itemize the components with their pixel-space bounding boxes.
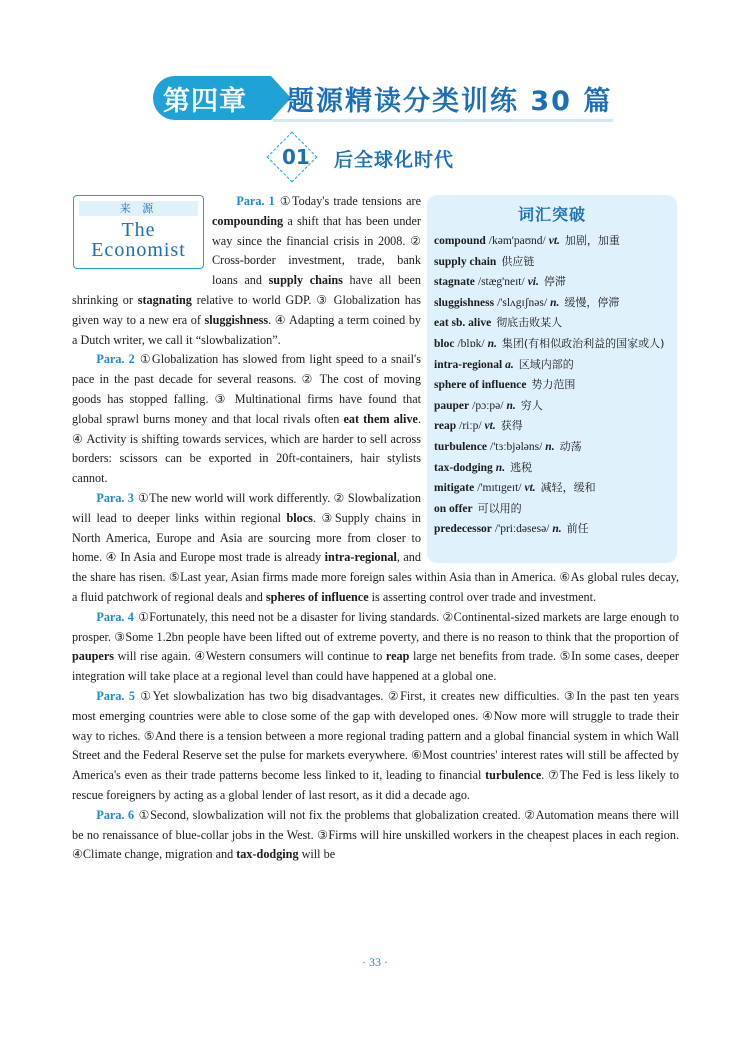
vocab-meaning: 区域内部的	[518, 357, 574, 371]
vocab-meaning: 停滞	[543, 275, 566, 289]
chapter-label: 第四章	[163, 86, 247, 117]
vocab-word: stagnate	[434, 276, 475, 289]
text-segment: . ④ Adapting a term coined by a Dutch writer, we call it “slowbalization”.	[72, 312, 422, 347]
vocab-word: bloc	[434, 337, 455, 350]
source-label: 来 源	[79, 201, 198, 216]
text-segment: ①Fortunately, this need not be a disaster for living standards. ②Continental-sized markets are large enough to prosper. ③Some 1.2bn people have been lifted out of extreme poverty, and there is no reason to think that the proportion of	[72, 609, 679, 644]
text-segment: , and the share has risen. ⑤Last year, Asian firms made more foreign sales within Asia than in America. ⑥As global rules decay, a fluid patchwork of regional deals and	[72, 550, 679, 604]
banner-underline	[273, 119, 613, 122]
text-segment: have all been shrinking or	[72, 273, 421, 307]
vocab-phonetic: /blɒk/	[457, 337, 485, 350]
vocab-meaning: 逃税	[510, 460, 533, 474]
vocab-pos: n.	[552, 523, 562, 536]
key-term: compounding	[212, 213, 284, 228]
vocab-word: eat sb. alive	[434, 317, 492, 330]
vocab-word: sluggishness	[434, 296, 495, 309]
vocab-word: reap	[434, 420, 457, 433]
paragraph-label: Para. 6	[96, 807, 135, 822]
vocab-word: intra-regional	[434, 358, 503, 371]
vocab-meaning: 减轻，缓和	[540, 481, 596, 495]
paragraph-label: Para. 2	[96, 352, 135, 367]
key-term: sluggishness	[204, 312, 269, 327]
text-segment: ①Yet slowbalization has two big disadvantages. ②First, it creates new difficulties. ③In the past ten years most emerging countries were able to close some of the gap with developed ones. ④Now more will struggle to trade their way to riches. ⑤And there is a tension between a more regional trading pattern and a global financial system in which Wall Street and the Federal Reserve set the pulse for markets everywhere. ⑥Most countries' interest rates will still be affected by America's even as their trade patterns become less linked to it, leading to financial	[72, 688, 679, 783]
vocab-float-spacer	[421, 192, 679, 568]
vocab-word: pauper	[434, 399, 470, 412]
key-term: eat them alive	[343, 411, 418, 426]
text-segment: ①Today's trade tensions are	[278, 194, 421, 208]
vocab-word: mitigate	[434, 482, 475, 495]
key-term: intra-regional	[324, 550, 397, 565]
text-segment: large net benefits from trade. ⑤In some cases, deeper integration will take place at a regional level than could have happened at a global one.	[72, 649, 679, 684]
vocab-meaning: 可以用的	[477, 501, 522, 515]
vocab-pos: vt.	[484, 420, 496, 433]
key-term: blocs	[286, 510, 313, 525]
text-segment: is asserting control over trade and investment.	[368, 589, 597, 604]
vocab-word: predecessor	[434, 523, 492, 536]
text-segment: ①Second, slowbalization will not fix the problems that globalization created. ②Automation means there will be no renaissance of blue-collar jobs in the West. ③Firms will hire unskilled workers in the cheapest places in each region. ④Climate change, migration and	[72, 807, 679, 862]
vocab-meaning: 前任	[566, 522, 589, 536]
source-float-spacer	[72, 192, 212, 272]
key-term: stagnating	[137, 292, 192, 307]
key-term: supply chains	[268, 273, 343, 288]
vocab-word: tax-dodging	[434, 461, 493, 474]
vocab-word: on offer	[434, 502, 473, 515]
key-term: reap	[385, 649, 410, 664]
vocab-meaning: 获得	[500, 419, 523, 433]
vocab-meaning: 集团(有相似政治利益的国家或人)	[501, 336, 665, 350]
chapter-title: 题源精读分类训练 30 篇	[287, 86, 613, 117]
paragraph-label: Para. 4	[96, 609, 134, 624]
vocab-pos: n.	[495, 461, 506, 474]
paragraph	[72, 687, 679, 806]
paragraph-label: Para. 1	[236, 194, 275, 208]
key-term: turbulence	[485, 768, 542, 783]
text-segment: . ④ Activity is shifting towards services, which are harder to sell across borders: scissors can be exported in 20ft-containers, hair stylists cannot.	[72, 411, 421, 486]
vocab-word: compound	[434, 235, 486, 247]
page-number: · 33 ·	[362, 955, 388, 969]
text-segment: relative to world GDP. ③ Globalization has given way to a new era of	[72, 292, 421, 327]
vocab-pos: n.	[487, 337, 497, 350]
text-segment: . ③Supply chains in North America, Europe and Asia are sourcing more from closer to home. ④ In Asia and Europe most trade is already	[72, 510, 421, 565]
vocab-phonetic: /'priːdəsesə/	[494, 523, 550, 536]
vocab-pos: vt.	[524, 482, 536, 495]
article-text	[72, 192, 679, 865]
paragraph-label: Para. 3	[96, 490, 134, 505]
vocab-pos: n.	[550, 296, 560, 309]
section-number: 01	[282, 145, 310, 169]
vocab-phonetic: /kəm'paʊnd/	[488, 235, 546, 247]
vocabulary-title: 词汇突破	[517, 205, 586, 224]
paragraph	[72, 806, 679, 865]
text-segment: ①The new world will work differently. ② Slowbalization will lead to deeper links within regional	[72, 490, 421, 525]
key-term: tax-dodging	[236, 847, 299, 862]
text-segment: . ⑦The Fed is less likely to rescue foreigners by acting as a global lender of last resort, as it did a decade ago.	[72, 768, 679, 802]
text-segment: ①Globalization has slowed from light speed to a snail's pace in the past decade for several reasons. ② The cost of moving goods has stopped falling. ③ Multinational firms have found that global sprawl burns money and that local rivals often	[72, 352, 421, 426]
vocab-word: sphere of influence	[434, 379, 527, 392]
vocab-pos: vi.	[527, 276, 539, 289]
vocab-meaning: 穷人	[520, 398, 543, 412]
vocab-phonetic: /'mɪtɪgeɪt/	[477, 482, 522, 495]
vocab-word: turbulence	[434, 440, 488, 453]
vocab-meaning: 缓慢，停滞	[564, 295, 620, 309]
vocab-phonetic: /'slʌgɪʃnəs/	[497, 296, 548, 309]
key-term: paupers	[72, 649, 114, 664]
vocab-phonetic: /stæg'neɪt/	[477, 276, 525, 289]
source-publication: The Economist	[91, 219, 186, 261]
vocab-word: supply chain	[434, 255, 497, 268]
paragraph-label: Para. 5	[96, 688, 135, 703]
vocab-meaning: 势力范围	[531, 378, 576, 392]
vocab-meaning: 彻底击败某人	[496, 316, 563, 330]
vocab-pos: n.	[545, 440, 555, 453]
vocab-meaning: 供应链	[501, 254, 535, 268]
text-segment: will rise again. ④Western consumers will continue to	[114, 649, 386, 664]
paragraph	[72, 608, 679, 687]
vocab-meaning: 动荡	[559, 439, 582, 453]
vocab-phonetic: /'tɜːbjələns/	[490, 440, 543, 453]
vocab-pos: n.	[506, 399, 516, 412]
chapter-banner	[153, 74, 613, 124]
vocab-pos: a.	[505, 358, 514, 371]
text-segment: will be	[298, 847, 336, 862]
vocab-phonetic: /pɔːpə/	[472, 399, 504, 412]
vocab-pos: vt.	[548, 235, 560, 247]
vocab-meaning: 加剧，加重	[564, 234, 620, 247]
section-title: 后全球化时代	[334, 149, 455, 171]
key-term: spheres of influence	[265, 589, 369, 604]
vocab-phonetic: /riːp/	[459, 420, 482, 433]
text-segment: a shift that has been under way since the financial crisis in 2008. ② Cross-border investment, trade, bank loans and	[212, 213, 421, 288]
